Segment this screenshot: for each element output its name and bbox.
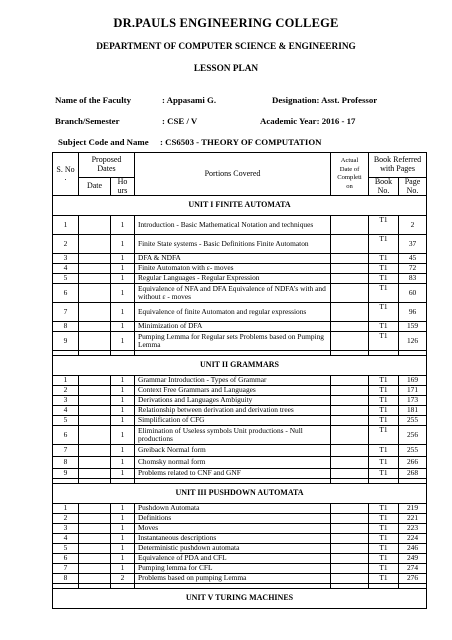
row-actual-date <box>331 386 369 396</box>
row-portion: Instantaneous descriptions <box>135 534 331 544</box>
row-actual-date <box>331 445 369 457</box>
row-book: T1 <box>369 216 399 235</box>
row-actual-date <box>331 469 369 479</box>
row-page: 2 <box>399 216 427 235</box>
row-actual-date <box>331 216 369 235</box>
unit-heading-row <box>53 356 427 376</box>
row-date <box>79 216 111 235</box>
row-actual-date <box>331 376 369 386</box>
row-hours: 1 <box>111 564 135 574</box>
row-page: 159 <box>399 322 427 332</box>
row-date <box>79 416 111 426</box>
row-date <box>79 264 111 274</box>
row-portion: Deterministic pushdown automata <box>135 544 331 554</box>
row-date <box>79 524 111 534</box>
row-actual-date <box>331 564 369 574</box>
table-row <box>53 235 427 254</box>
row-sno: 3 <box>53 396 79 406</box>
row-portion: Finite Automaton with ε- moves <box>135 264 331 274</box>
row-portion: Derivations and Languages Ambiguity <box>135 396 331 406</box>
table-row <box>53 376 427 386</box>
row-date <box>79 254 111 264</box>
row-date <box>79 322 111 332</box>
college-name: DR.PAULS ENGINEERING COLLEGE <box>113 16 339 30</box>
row-page: 274 <box>399 564 427 574</box>
table-row <box>53 406 427 416</box>
row-actual-date <box>331 524 369 534</box>
row-book: T1 <box>369 416 399 426</box>
row-page: 246 <box>399 544 427 554</box>
row-actual-date <box>331 303 369 322</box>
col-portions-header: Portions Covered <box>135 153 331 196</box>
subject-value: : CS6503 - THEORY OF COMPUTATION <box>160 137 322 147</box>
row-book: T1 <box>369 534 399 544</box>
faculty-value: : Appasami G. <box>162 95 217 105</box>
table-row <box>53 469 427 479</box>
row-sno: 3 <box>53 524 79 534</box>
row-date <box>79 445 111 457</box>
row-sno: 1 <box>53 504 79 514</box>
row-page: 181 <box>399 406 427 416</box>
row-actual-date <box>331 534 369 544</box>
row-page: 255 <box>399 445 427 457</box>
row-page: 221 <box>399 514 427 524</box>
row-date <box>79 564 111 574</box>
table-row <box>53 386 427 396</box>
row-sno: 6 <box>53 426 79 445</box>
row-book: T1 <box>369 574 399 584</box>
row-page: 249 <box>399 554 427 564</box>
row-sno: 7 <box>53 303 79 322</box>
row-book: T1 <box>369 514 399 524</box>
row-actual-date <box>331 426 369 445</box>
row-hours: 1 <box>111 235 135 254</box>
row-portion: Grammar Introduction - Types of Grammar <box>135 376 331 386</box>
row-hours: 1 <box>111 386 135 396</box>
row-portion: Finite State systems - Basic Definitions Finite Automaton <box>135 235 331 254</box>
row-portion: Chomsky normal form <box>135 457 331 469</box>
row-actual-date <box>331 332 369 351</box>
row-portion: Equivalence of NFA and DFA Equivalence of NDFA’s with and without ε - moves <box>135 284 331 303</box>
row-book: T1 <box>369 332 399 351</box>
row-date <box>79 303 111 322</box>
table-row <box>53 216 427 235</box>
row-book: T1 <box>369 303 399 322</box>
row-date <box>79 396 111 406</box>
row-sno: 8 <box>53 457 79 469</box>
row-date <box>79 284 111 303</box>
row-book: T1 <box>369 235 399 254</box>
row-hours: 1 <box>111 406 135 416</box>
row-page: 266 <box>399 457 427 469</box>
row-portion: Problems based on pumping Lemma <box>135 574 331 584</box>
table-row <box>53 564 427 574</box>
table-row <box>53 574 427 584</box>
row-book: T1 <box>369 564 399 574</box>
row-book: T1 <box>369 524 399 534</box>
row-actual-date <box>331 322 369 332</box>
unit-title: UNIT I FINITE AUTOMATA <box>53 196 427 216</box>
table-row <box>53 254 427 264</box>
faculty-label: Name of the Faculty <box>55 95 131 105</box>
row-date <box>79 332 111 351</box>
row-actual-date <box>331 284 369 303</box>
col-date-header: Date <box>79 178 111 196</box>
row-hours: 1 <box>111 514 135 524</box>
row-page: 169 <box>399 376 427 386</box>
row-hours: 1 <box>111 376 135 386</box>
row-actual-date <box>331 514 369 524</box>
row-book: T1 <box>369 376 399 386</box>
row-sno: 8 <box>53 574 79 584</box>
row-actual-date <box>331 554 369 564</box>
row-sno: 4 <box>53 534 79 544</box>
col-proposed-header: Proposed Dates <box>79 153 135 178</box>
row-book: T1 <box>369 457 399 469</box>
row-sno: 7 <box>53 445 79 457</box>
row-hours: 1 <box>111 284 135 303</box>
document-title: LESSON PLAN <box>193 64 259 74</box>
row-page: 72 <box>399 264 427 274</box>
row-hours: 1 <box>111 469 135 479</box>
row-sno: 5 <box>53 544 79 554</box>
row-date <box>79 514 111 524</box>
row-date <box>79 406 111 416</box>
row-page: 219 <box>399 504 427 514</box>
row-sno: 9 <box>53 332 79 351</box>
academic-year: Academic Year: 2016 - 17 <box>260 116 356 126</box>
row-sno: 8 <box>53 322 79 332</box>
row-hours: 1 <box>111 554 135 564</box>
row-actual-date <box>331 406 369 416</box>
row-portion: Simplification of CFG <box>135 416 331 426</box>
row-portion: Relationship between derivation and derivation trees <box>135 406 331 416</box>
row-portion: Context Free Grammars and Languages <box>135 386 331 396</box>
row-date <box>79 544 111 554</box>
row-portion: Elimination of Useless symbols Unit productions - Null productions <box>135 426 331 445</box>
table-row <box>53 274 427 284</box>
row-page: 60 <box>399 284 427 303</box>
row-page: 171 <box>399 386 427 396</box>
subject-label: Subject Code and Name <box>58 137 149 147</box>
row-page: 37 <box>399 235 427 254</box>
row-hours: 1 <box>111 216 135 235</box>
col-book-ref-header: Book Referred with Pages <box>369 153 427 178</box>
col-actual-header: Actual Date of Completi on <box>331 153 369 196</box>
unit-title: UNIT III PUSHDOWN AUTOMATA <box>53 484 427 504</box>
row-actual-date <box>331 264 369 274</box>
unit-heading-row <box>53 484 427 504</box>
row-portion: Greiback Normal form <box>135 445 331 457</box>
row-book: T1 <box>369 504 399 514</box>
row-date <box>79 457 111 469</box>
row-book: T1 <box>369 426 399 445</box>
row-sno: 6 <box>53 554 79 564</box>
row-sno: 9 <box>53 469 79 479</box>
unit-title: UNIT V TURING MACHINES <box>53 589 427 609</box>
row-actual-date <box>331 457 369 469</box>
table-row <box>53 416 427 426</box>
row-page: 224 <box>399 534 427 544</box>
table-row <box>53 396 427 406</box>
row-page: 173 <box>399 396 427 406</box>
row-actual-date <box>331 274 369 284</box>
row-hours: 1 <box>111 303 135 322</box>
row-sno: 1 <box>53 216 79 235</box>
row-book: T1 <box>369 544 399 554</box>
row-date <box>79 274 111 284</box>
row-date <box>79 574 111 584</box>
col-sno-header: S. No . <box>53 153 79 196</box>
row-portion: Introduction - Basic Mathematical Notation and techniques <box>135 216 331 235</box>
row-date <box>79 554 111 564</box>
row-portion: DFA & NDFA <box>135 254 331 264</box>
row-hours: 1 <box>111 457 135 469</box>
row-sno: 7 <box>53 564 79 574</box>
row-hours: 1 <box>111 504 135 514</box>
row-sno: 2 <box>53 235 79 254</box>
row-portion: Definitions <box>135 514 331 524</box>
row-page: 268 <box>399 469 427 479</box>
row-hours: 1 <box>111 322 135 332</box>
row-portion: Minimization of DFA <box>135 322 331 332</box>
row-sno: 5 <box>53 416 79 426</box>
table-row <box>53 544 427 554</box>
row-actual-date <box>331 396 369 406</box>
row-book: T1 <box>369 254 399 264</box>
row-actual-date <box>331 235 369 254</box>
row-portion: Pushdown Automata <box>135 504 331 514</box>
row-page: 223 <box>399 524 427 534</box>
row-hours: 1 <box>111 416 135 426</box>
row-page: 276 <box>399 574 427 584</box>
branch-value: : CSE / V <box>162 116 198 126</box>
row-sno: 3 <box>53 254 79 264</box>
row-portion: Pumping Lemma for Regular sets Problems based on Pumping Lemma <box>135 332 331 351</box>
row-portion: Regular Languages - Regular Expression <box>135 274 331 284</box>
table-row <box>53 264 427 274</box>
table-row <box>53 445 427 457</box>
branch-label: Branch/Semester <box>55 116 120 126</box>
unit-heading-row <box>53 196 427 216</box>
row-sno: 2 <box>53 514 79 524</box>
row-sno: 1 <box>53 376 79 386</box>
row-hours: 1 <box>111 254 135 264</box>
row-sno: 4 <box>53 406 79 416</box>
row-hours: 1 <box>111 524 135 534</box>
row-hours: 1 <box>111 332 135 351</box>
table-row <box>53 524 427 534</box>
row-portion: Pumping lemma for CFL <box>135 564 331 574</box>
table-row <box>53 514 427 524</box>
row-book: T1 <box>369 445 399 457</box>
row-actual-date <box>331 574 369 584</box>
table-row <box>53 284 427 303</box>
row-date <box>79 235 111 254</box>
row-hours: 1 <box>111 264 135 274</box>
row-actual-date <box>331 416 369 426</box>
row-hours: 2 <box>111 574 135 584</box>
row-page: 255 <box>399 416 427 426</box>
row-page: 126 <box>399 332 427 351</box>
row-book: T1 <box>369 386 399 396</box>
row-actual-date <box>331 254 369 264</box>
row-book: T1 <box>369 284 399 303</box>
table-row <box>53 504 427 514</box>
table-row <box>53 554 427 564</box>
row-hours: 1 <box>111 445 135 457</box>
row-actual-date <box>331 544 369 554</box>
row-hours: 1 <box>111 426 135 445</box>
row-portion: Equivalence of finite Automaton and regular expressions <box>135 303 331 322</box>
department-name: DEPARTMENT OF COMPUTER SCIENCE & ENGINEERING <box>96 42 356 52</box>
row-date <box>79 386 111 396</box>
row-book: T1 <box>369 469 399 479</box>
table-row <box>53 534 427 544</box>
col-hours-header: Ho urs <box>111 178 135 196</box>
row-hours: 1 <box>111 274 135 284</box>
row-portion: Equivalence of PDA and CFL <box>135 554 331 564</box>
row-sno: 2 <box>53 386 79 396</box>
unit-title: UNIT II GRAMMARS <box>53 356 427 376</box>
row-page: 45 <box>399 254 427 264</box>
row-book: T1 <box>369 274 399 284</box>
lesson-plan-table <box>52 152 427 609</box>
row-actual-date <box>331 504 369 514</box>
row-sno: 6 <box>53 284 79 303</box>
row-portion: Moves <box>135 524 331 534</box>
table-row <box>53 322 427 332</box>
row-date <box>79 426 111 445</box>
row-book: T1 <box>369 322 399 332</box>
col-page-header: Page No. <box>399 178 427 196</box>
row-book: T1 <box>369 554 399 564</box>
row-book: T1 <box>369 264 399 274</box>
row-sno: 5 <box>53 274 79 284</box>
table-row <box>53 303 427 322</box>
row-sno: 4 <box>53 264 79 274</box>
designation: Designation: Asst. Professor <box>272 95 378 105</box>
table-row <box>53 426 427 445</box>
row-date <box>79 376 111 386</box>
col-book-header: Book No. <box>369 178 399 196</box>
row-hours: 1 <box>111 544 135 554</box>
row-hours: 1 <box>111 534 135 544</box>
row-page: 96 <box>399 303 427 322</box>
row-date <box>79 469 111 479</box>
row-date <box>79 534 111 544</box>
table-row <box>53 332 427 351</box>
row-portion: Problems related to CNF and GNF <box>135 469 331 479</box>
row-book: T1 <box>369 396 399 406</box>
row-page: 256 <box>399 426 427 445</box>
row-page: 83 <box>399 274 427 284</box>
unit-heading-row <box>53 589 427 609</box>
row-book: T1 <box>369 406 399 416</box>
row-hours: 1 <box>111 396 135 406</box>
table-row <box>53 457 427 469</box>
row-date <box>79 504 111 514</box>
